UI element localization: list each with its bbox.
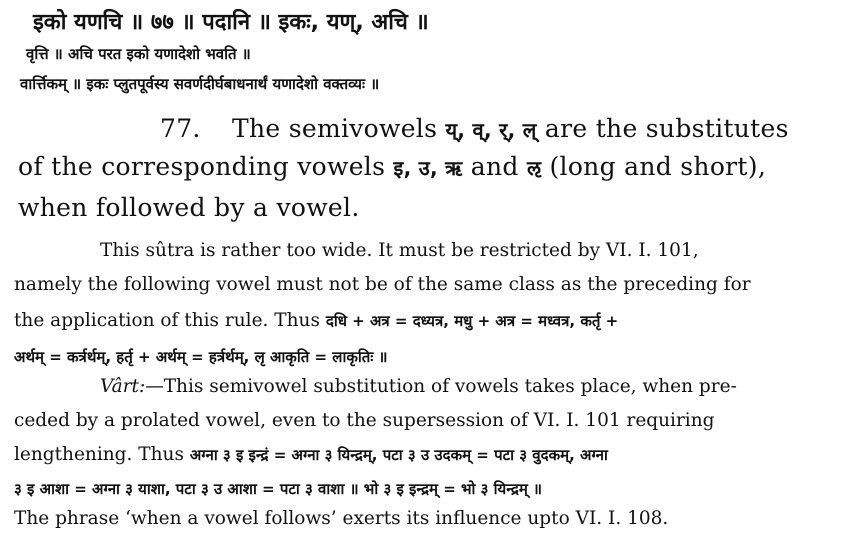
sutra-line: इको यणचि ॥ ७७ ॥ पदानि ॥ इकः, यण्, अचि ॥ bbox=[33, 10, 429, 35]
commentary-line bbox=[14, 444, 608, 465]
commentary-text: —This semivowel substitution of vowels takes place, when pre- bbox=[145, 376, 737, 397]
commentary-line bbox=[14, 478, 542, 499]
translation-line-3: when followed by a vowel. bbox=[18, 193, 360, 222]
translation-line-2 bbox=[18, 152, 766, 181]
example-devanagari: अग्ना ३ इ इन्द्रं = अग्ना ३ यिन्द्रम्, पटा ३ उ उदकम् = पटा ३ वुदकम्, अग्ना bbox=[189, 446, 608, 464]
translation-text: of the corresponding vowels bbox=[18, 152, 386, 181]
translation-text: and bbox=[470, 152, 519, 181]
vartika-label: Vârt: bbox=[100, 376, 146, 397]
commentary-line bbox=[14, 310, 618, 331]
translation-text: The semivowels bbox=[232, 114, 438, 143]
vowel-l-devanagari: ऌ bbox=[526, 156, 542, 180]
commentary-line bbox=[14, 346, 388, 367]
commentary-line: This sûtra is rather too wide. It must be restricted by VI. I. 101, bbox=[100, 240, 699, 261]
example-devanagari: दधि + अत्र = दध्यत्र, मधु + अत्र = मध्वत्र, कर्तृ + bbox=[325, 312, 619, 330]
translation-line-1 bbox=[160, 114, 789, 143]
commentary-line bbox=[100, 376, 737, 397]
commentary-line: ceded by a prolated vowel, even to the supersession of VI. I. 101 requiring bbox=[14, 410, 715, 431]
sutra-number: 77. bbox=[160, 114, 201, 143]
semivowels-devanagari: य्, व्, र्, ल् bbox=[445, 118, 537, 142]
example-devanagari: ३ इ आशा = अग्ना ३ याशा, पटा ३ उ आशा = पटा ३ वाशा ॥ भो ३ इ इन्द्रम् = भो ३ यिन्द्रम् ॥ bbox=[14, 480, 543, 498]
commentary-line: The phrase ‘when a vowel follows’ exerts its influence upto VI. I. 108. bbox=[14, 508, 669, 529]
commentary-text: the application of this rule. Thus bbox=[14, 310, 320, 331]
translation-text: (long and short), bbox=[549, 152, 767, 181]
commentary-line: namely the following vowel must not be of the same class as the preceding for bbox=[14, 274, 751, 295]
commentary-text: lengthening. Thus bbox=[14, 444, 184, 465]
vritti-line: वृत्ति ॥ अचि परत इको यणादेशो भवति ॥ bbox=[26, 45, 251, 63]
translation-text: are the substitutes bbox=[544, 114, 789, 143]
example-devanagari: अर्थम् = कर्त्रर्थम्, हर्तृ + अर्थम् = हर्त्रर्थम्, लृ आकृति = लाकृतिः ॥ bbox=[14, 348, 388, 366]
vartika-line: वार्त्तिकम् ॥ इकः प्लुतपूर्वस्य सवर्णदीर्घबाधनार्थं यणादेशो वक्तव्यः ॥ bbox=[20, 75, 380, 93]
vowels-devanagari: इ, उ, ऋ bbox=[393, 156, 463, 180]
